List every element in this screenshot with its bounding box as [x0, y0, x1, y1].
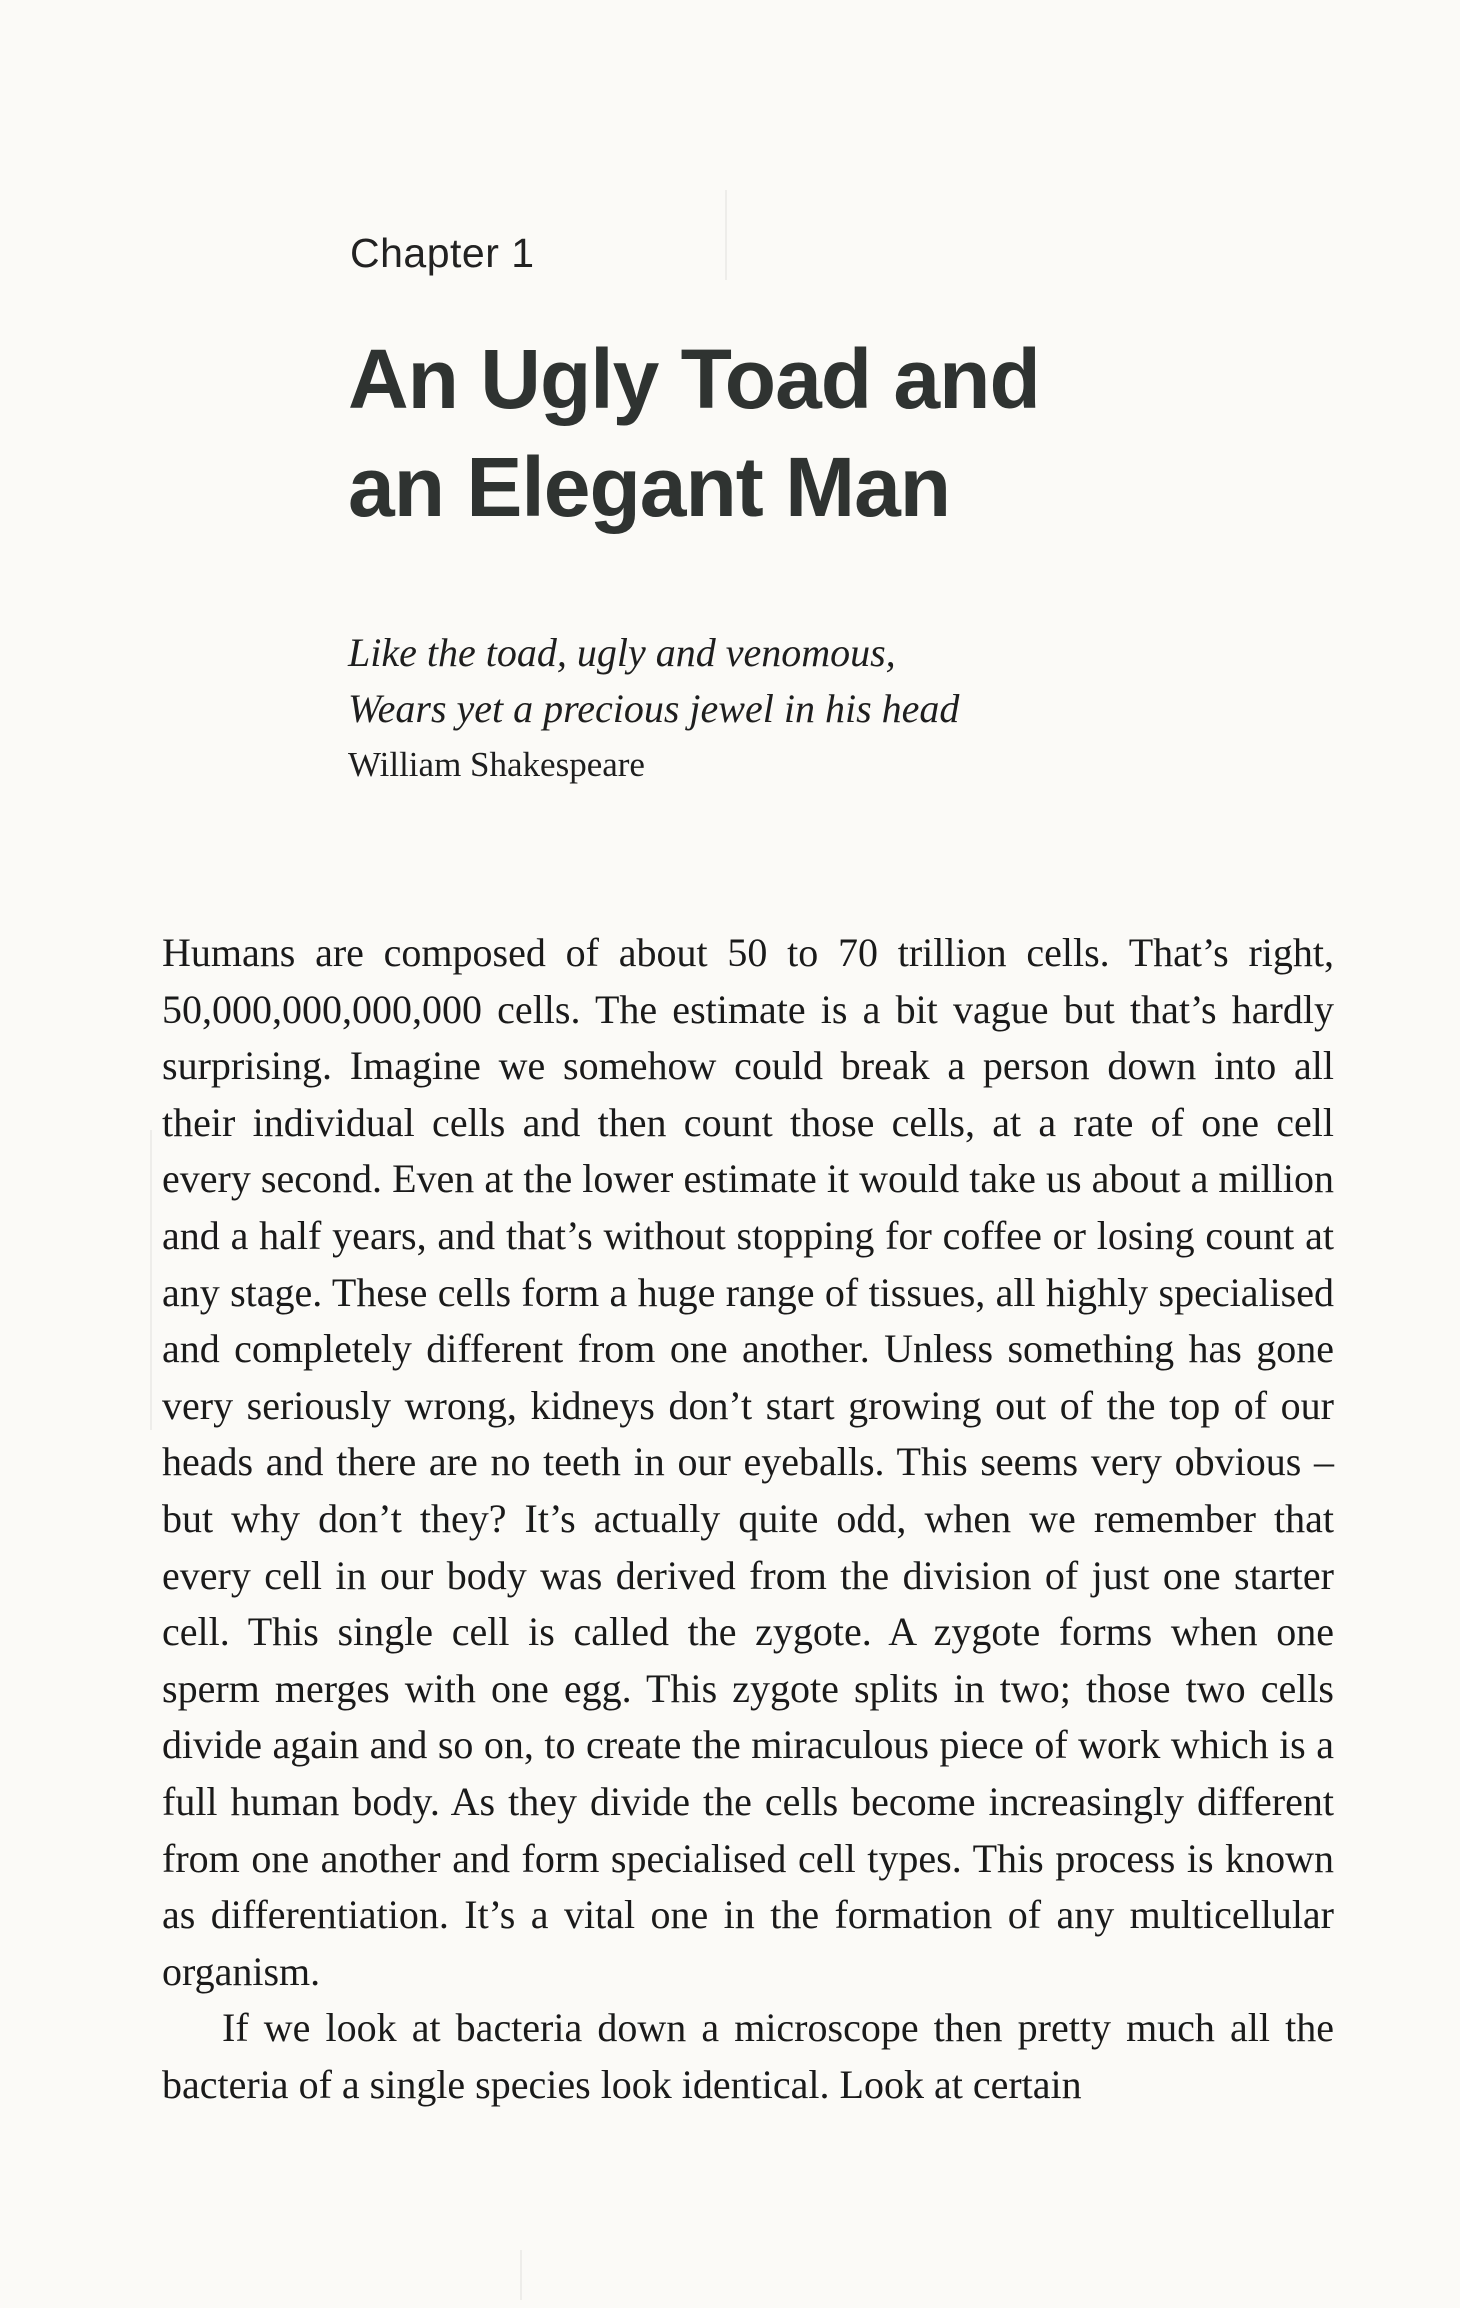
epigraph-line: Wears yet a precious jewel in his head — [348, 686, 960, 731]
chapter-title-line: An Ugly Toad and — [348, 332, 1040, 426]
paragraph: Humans are composed of about 50 to 70 trillion cells. That’s right, 50,000,000,000,000 cells. The estimate is a bit vague but that’s hardly surprising. Imagine we somehow could break a person down into all their individual cells and then count those cells, at a rate of one cell every second. Even at the lower estimate it would take us about a million and a half years, and that’s without stopping for coffee or losing count at any stage. These cells form a huge range of tissues, all highly specialised and completely different from one another. Unless something has gone very seriously wrong, kidneys don’t start growing out of the top of our heads and there are no teeth in our eyeballs. This seems very obvious – but why don’t they? It’s actually quite odd, when we remember that every cell in our body was derived from the division of just one starter cell. This single cell is called the zygote. A zygote forms when one sperm merges with one egg. This zygote splits in two; those two cells divide again and so on, to create the miraculous piece of work which is a full human body. As they divide the cells become increasingly different from one another and form specialised cell types. This process is known as differentiation. It’s a vital one in the formation of any multicellular organism. — [162, 930, 1334, 1994]
paragraph: If we look at bacteria down a microscope then pretty much all the bacteria of a single species look identical. Look at certain — [162, 2005, 1334, 2107]
epigraph-line: Like the toad, ugly and venomous, — [348, 630, 896, 675]
scan-artifact-line — [725, 190, 727, 280]
chapter-title — [348, 325, 1248, 541]
scan-artifact-line — [150, 1130, 152, 1430]
scan-artifact-line — [520, 2250, 522, 2300]
chapter-label: Chapter 1 — [350, 230, 535, 276]
epigraph-author: William Shakespeare — [348, 745, 645, 784]
chapter-title-line: an Elegant Man — [348, 440, 951, 534]
epigraph — [348, 625, 1248, 793]
body-text — [162, 925, 1334, 2113]
